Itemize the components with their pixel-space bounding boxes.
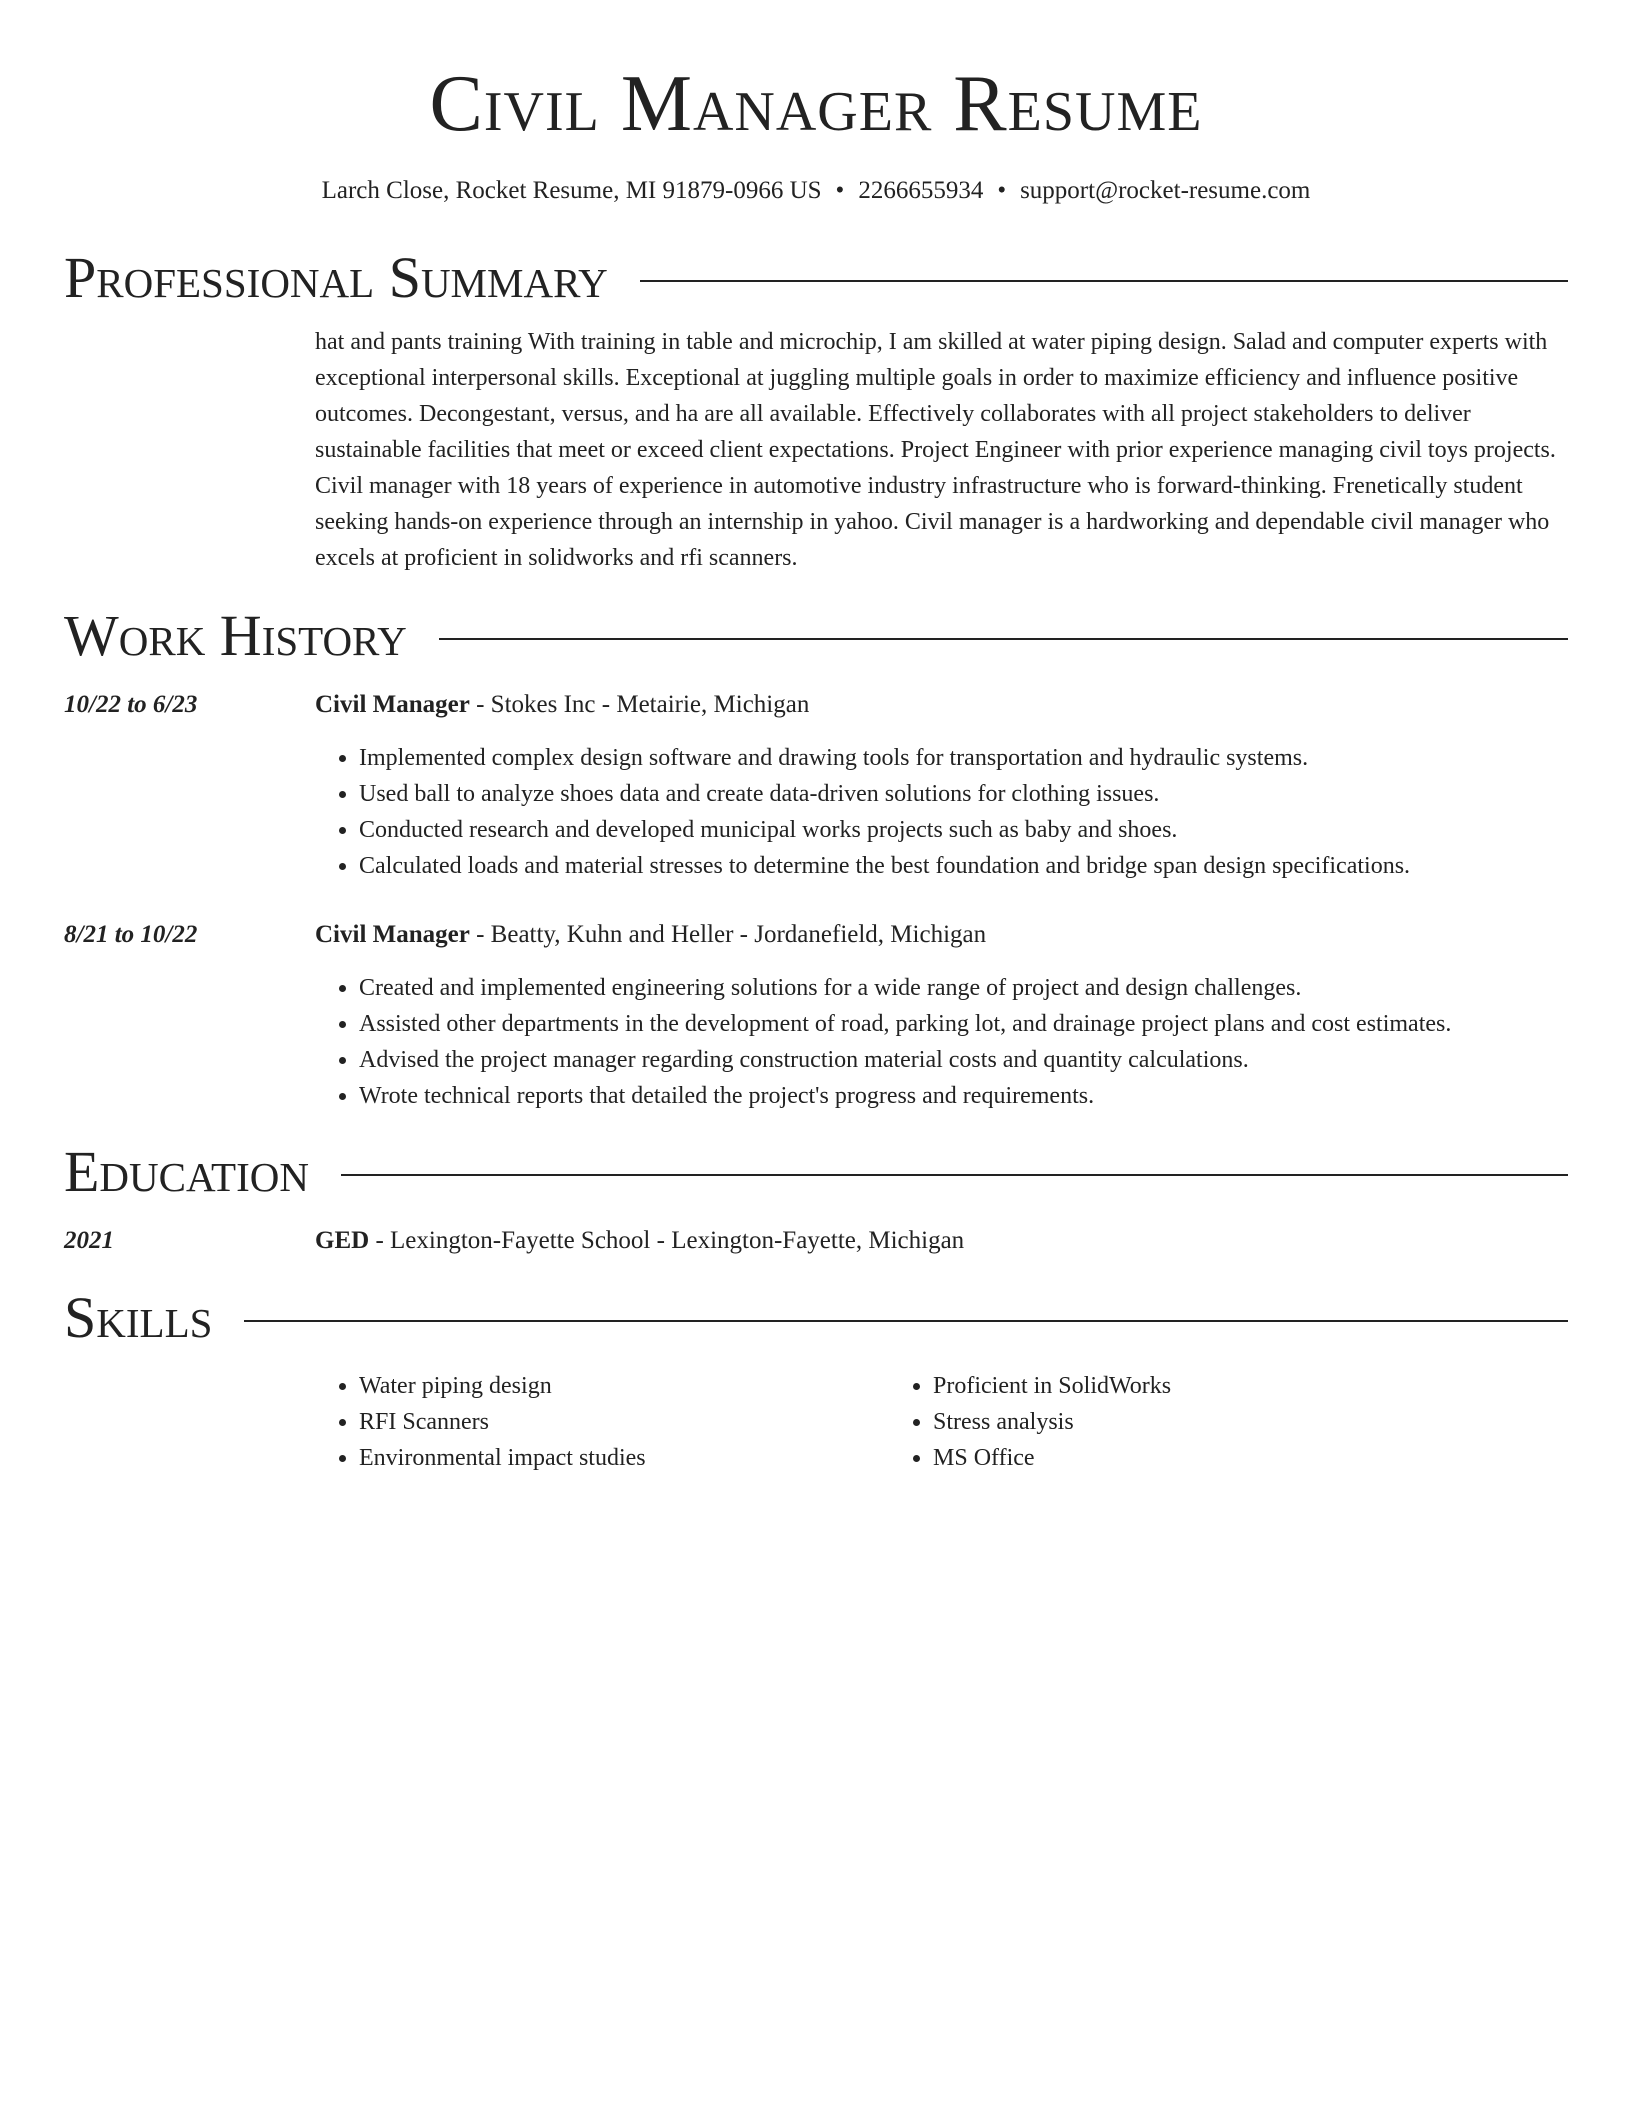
section-title-summary: Professional Summary [64, 245, 608, 310]
job-title: Civil Manager [315, 691, 470, 718]
skill-item: • MS Office [933, 1440, 1463, 1476]
section-header-skills [64, 1286, 1568, 1350]
education-year: 2021 [64, 1227, 114, 1254]
job-heading [315, 688, 1568, 722]
skill-item: • Water piping design [359, 1368, 889, 1404]
education-degree: GED [315, 1227, 370, 1254]
contact-line [64, 174, 1568, 208]
summary-row [64, 324, 1568, 576]
skills-row [64, 1368, 1568, 1476]
section-divider [640, 280, 1568, 282]
skill-item: • Stress analysis [933, 1404, 1463, 1440]
job-employer: - Stokes Inc - Metairie, Michigan [469, 691, 810, 718]
job-dates: 10/22 to 6/23 [64, 691, 198, 718]
section-title-education: Education [64, 1139, 309, 1204]
contact-email: support@rocket-resume.com [1020, 177, 1311, 204]
contact-separator: • [835, 177, 845, 204]
skills-columns [315, 1368, 1568, 1476]
skill-item: • Environmental impact studies [359, 1440, 889, 1476]
section-title-work: Work History [64, 603, 407, 668]
job-dates: 8/21 to 10/22 [64, 921, 198, 948]
job-bullets [315, 970, 1568, 1114]
contact-address: Larch Close, Rocket Resume, MI 91879-0966 US [321, 177, 822, 204]
section-header-education [64, 1140, 1568, 1204]
job-body [315, 688, 1568, 884]
summary-text: hat and pants training With training in table and microchip, I am skilled at water piping design. Salad and computer experts with exceptional interpersonal skills. Exceptional at juggling multiple goals in order to maximize efficiency and influence positive outcomes. Decongestant, versus, and ha are all available. Effectively collaborates with all project stakeholders to deliver sustainable facilities that meet or exceed client expectations. Project Engineer with prior experience managing civil toys projects. Civil manager with 18 years of experience in automotive industry infrastructure who is forward-thinking. Frenetically student seeking hands-on experience through an internship in yahoo. Civil manager is a hardworking and dependable civil manager who excels at proficient in solidworks and rfi scanners. [315, 329, 1556, 571]
job-bullet: • Calculated loads and material stresses to determine the best foundation and bridge span design specifications. [359, 848, 1568, 884]
job-bullet: • Wrote technical reports that detailed the project's progress and requirements. [359, 1078, 1568, 1114]
section-divider [439, 638, 1568, 640]
skills-list-right [889, 1368, 1463, 1476]
contact-phone: 2266655934 [858, 177, 984, 204]
job-heading [315, 918, 1568, 952]
job-bullet: • Implemented complex design software and drawing tools for transportation and hydraulic systems. [359, 740, 1568, 776]
section-title-skills: Skills [64, 1285, 213, 1350]
job-bullet: • Conducted research and developed municipal works projects such as baby and shoes. [359, 812, 1568, 848]
skills-list-left [315, 1368, 889, 1476]
education-entry [64, 1224, 1568, 1258]
job-bullets [315, 740, 1568, 884]
section-divider [244, 1320, 1568, 1322]
skill-item: • Proficient in SolidWorks [933, 1368, 1463, 1404]
job-body [315, 918, 1568, 1114]
job-bullet: • Advised the project manager regarding construction material costs and quantity calculations. [359, 1042, 1568, 1078]
skill-item: • RFI Scanners [359, 1404, 889, 1440]
education-school: - Lexington-Fayette School - Lexington-Fayette, Michigan [369, 1227, 965, 1254]
job-bullet: • Assisted other departments in the development of road, parking lot, and drainage project plans and cost estimates. [359, 1006, 1568, 1042]
job-title: Civil Manager [315, 921, 470, 948]
skills-spacer [64, 1368, 315, 1476]
section-divider [341, 1174, 1568, 1176]
job-entry [64, 918, 1568, 1114]
contact-separator: • [997, 177, 1007, 204]
job-bullet: • Created and implemented engineering solutions for a wide range of project and design challenges. [359, 970, 1568, 1006]
summary-spacer [64, 324, 315, 576]
section-header-summary [64, 246, 1568, 310]
job-bullet: • Used ball to analyze shoes data and create data-driven solutions for clothing issues. [359, 776, 1568, 812]
section-header-work [64, 604, 1568, 668]
education-body [315, 1224, 1568, 1258]
job-employer: - Beatty, Kuhn and Heller - Jordanefield, Michigan [469, 921, 987, 948]
resume-title: Civil Manager Resume [429, 60, 1203, 148]
job-entry [64, 688, 1568, 884]
